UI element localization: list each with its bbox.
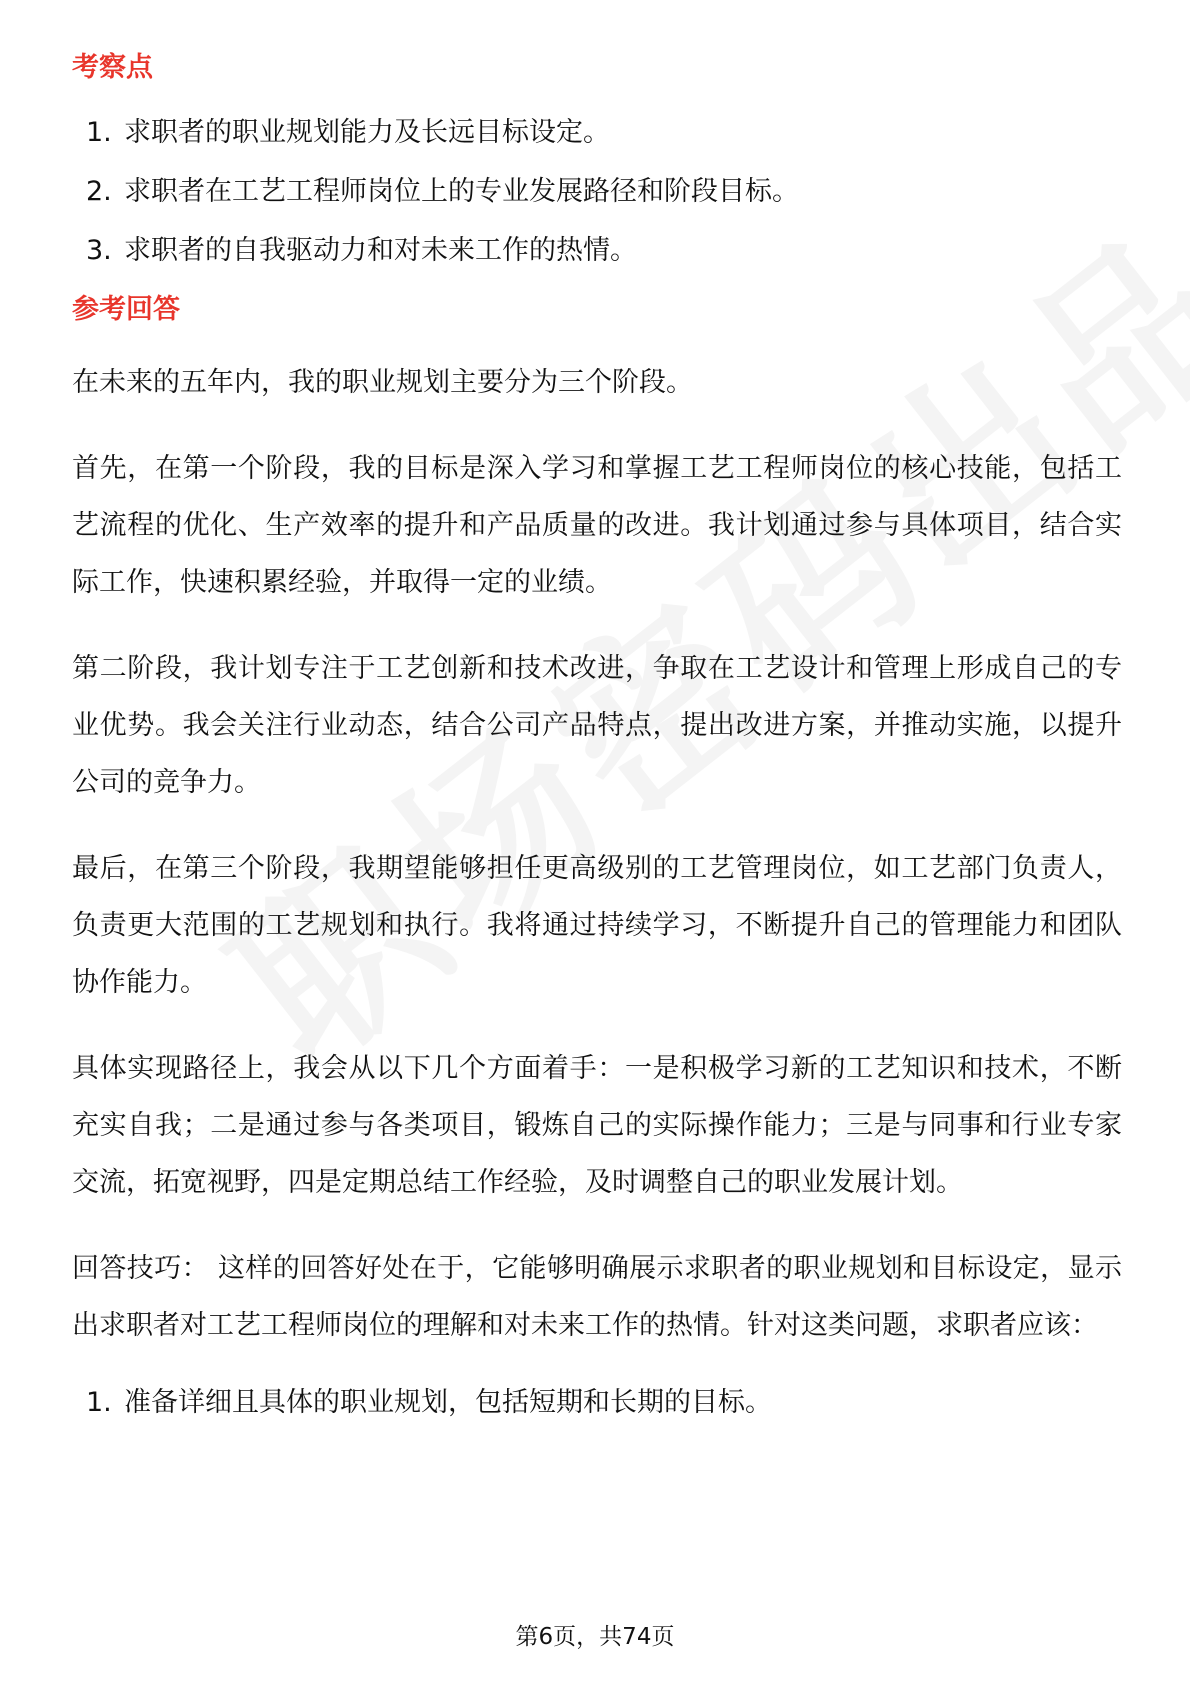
list-number: 2. (86, 176, 112, 207)
paragraph-stage-one: 首先，在第一个阶段，我的目标是深入学习和掌握工艺工程师岗位的核心技能，包括工艺流程的优化、生产效率的提升和产品质量的改进。我计划通过参与具体项目，结合实际工作，快速积累经验，并取得一定的业绩。 (72, 453, 1122, 598)
list-item-text: 求职者的职业规划能力及长远目标设定。 (124, 117, 610, 148)
list-item (72, 1383, 1122, 1423)
list-number: 1. (86, 1387, 112, 1418)
list-item-text: 求职者的自我驱动力和对未来工作的热情。 (124, 235, 637, 266)
exam-points-list (72, 113, 1122, 271)
tips-list (72, 1383, 1122, 1423)
paragraph-stage-three: 最后，在第三个阶段，我期望能够担任更高级别的工艺管理岗位，如工艺部门负责人，负责更大范围的工艺规划和执行。我将通过持续学习，不断提升自己的管理能力和团队协作能力。 (72, 853, 1122, 998)
paragraph-implementation: 具体实现路径上，我会从以下几个方面着手：一是积极学习新的工艺知识和技术，不断充实自我；二是通过参与各类项目，锻炼自己的实际操作能力；三是与同事和行业专家交流，拓宽视野，四是定期总结工作经验，及时调整自己的职业发展计划。 (72, 1053, 1122, 1198)
paragraph-stage-two: 第二阶段，我计划专注于工艺创新和技术改进，争取在工艺设计和管理上形成自己的专业优势。我会关注行业动态，结合公司产品特点，提出改进方案，并推动实施，以提升公司的竞争力。 (72, 653, 1122, 798)
paragraph-answer-tips: 回答技巧： 这样的回答好处在于，它能够明确展示求职者的职业规划和目标设定，显示出求职者对工艺工程师岗位的理解和对未来工作的热情。针对这类问题，求职者应该： (72, 1253, 1122, 1341)
document-page (72, 48, 1122, 1423)
list-item (72, 113, 1122, 153)
list-item-text: 准备详细且具体的职业规划，包括短期和长期的目标。 (124, 1387, 772, 1418)
list-number: 3. (86, 235, 112, 266)
page-number-footer: 第6页，共74页 (515, 1624, 675, 1650)
paragraph-intro: 在未来的五年内，我的职业规划主要分为三个阶段。 (72, 367, 693, 398)
section-title-reference-answer: 参考回答 (72, 294, 180, 325)
list-number: 1. (86, 117, 112, 148)
list-item (72, 172, 1122, 212)
list-item-text: 求职者在工艺工程师岗位上的专业发展路径和阶段目标。 (124, 176, 799, 207)
list-item (72, 231, 1122, 271)
section-title-exam-points: 考察点 (72, 52, 153, 83)
